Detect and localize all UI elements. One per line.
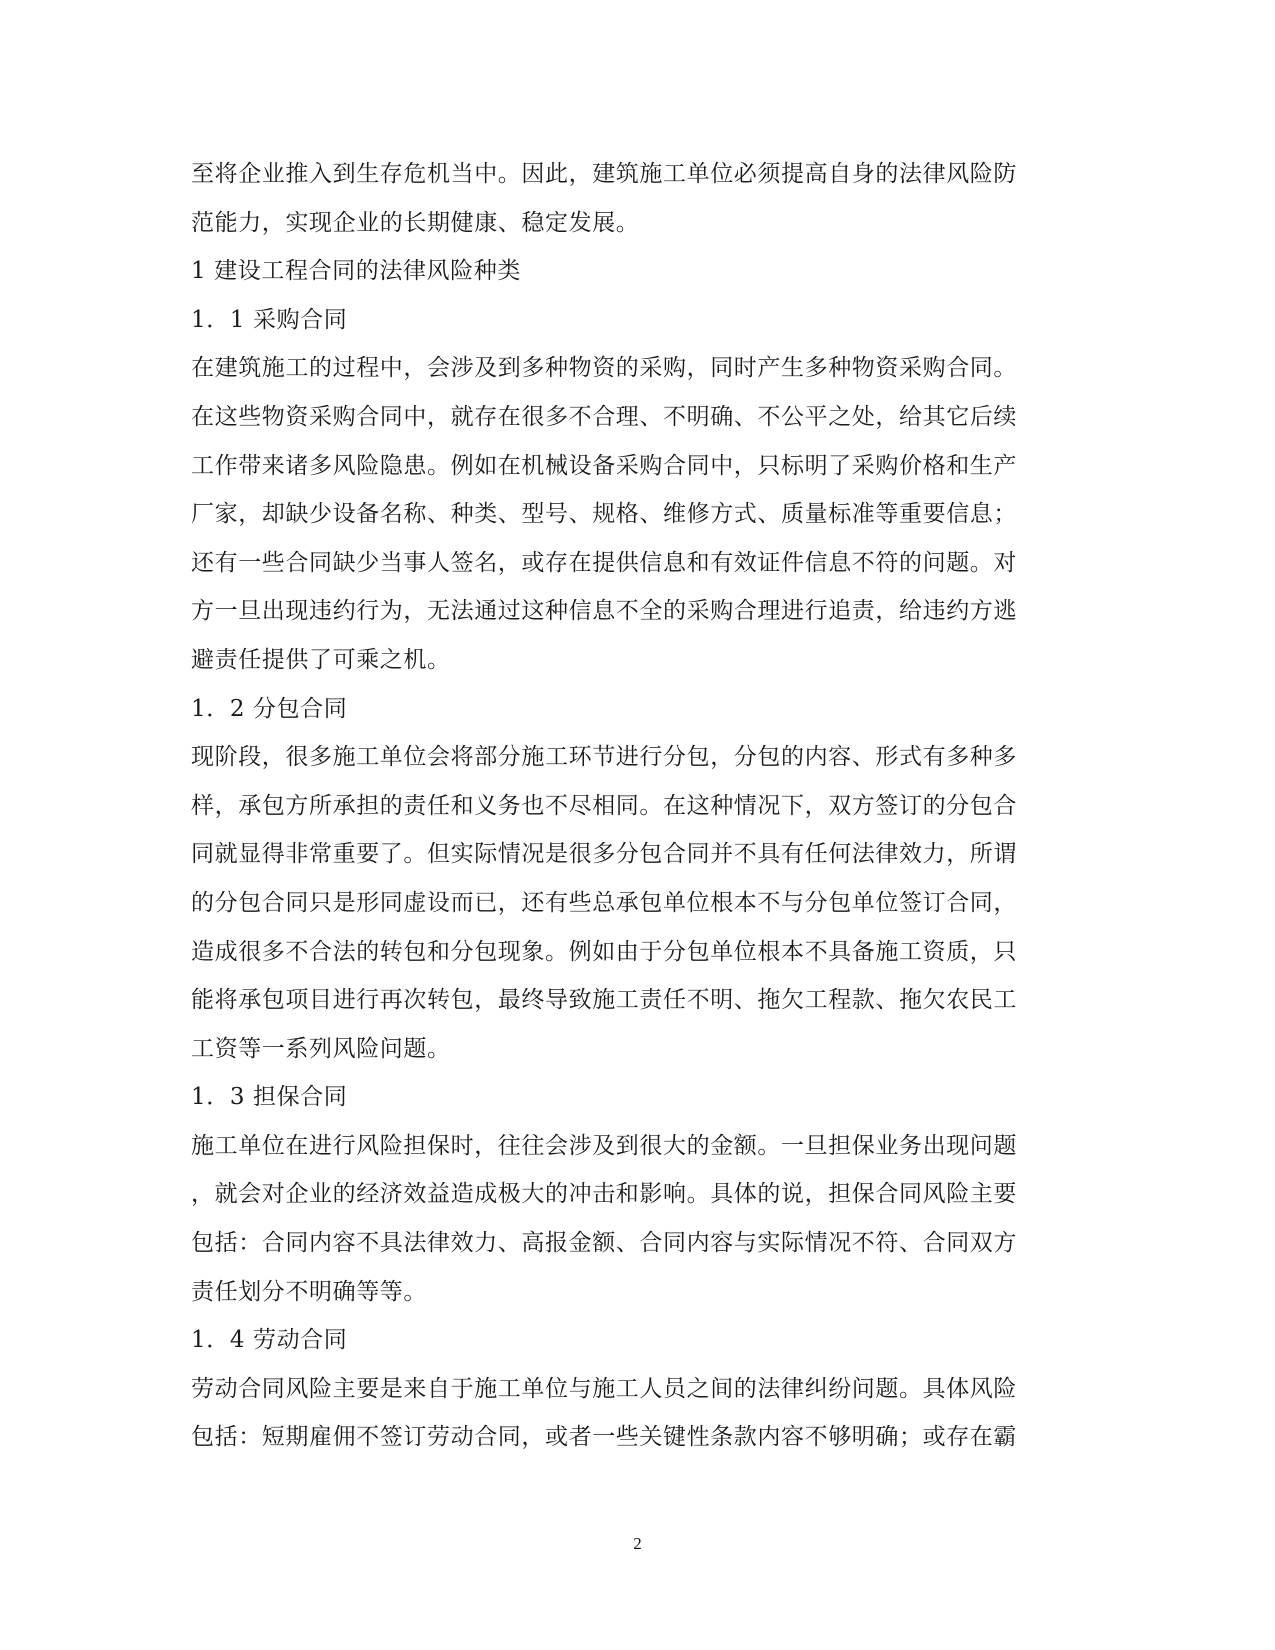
text-line: 能将承包项目进行再次转包，最终导致施工责任不明、拖欠工程款、拖欠农民工 bbox=[191, 987, 1017, 1014]
text-line: 同就显得非常重要了。但实际情况是很多分包合同并不具有任何法律效力，所谓 bbox=[191, 841, 1017, 868]
text-line: 在建筑施工的过程中，会涉及到多种物资的采购，同时产生多种物资采购合同。 bbox=[191, 355, 1017, 382]
text-line: ，就会对企业的经济效益造成极大的冲击和影响。具体的说，担保合同风险主要 bbox=[191, 1181, 1017, 1208]
text-line: 避责任提供了可乘之机。 bbox=[191, 646, 451, 673]
text-line: 包括：短期雇佣不签订劳动合同，或者一些关键性条款内容不够明确；或存在霸 bbox=[191, 1424, 1017, 1451]
text-line: 范能力，实现企业的长期健康、稳定发展。 bbox=[191, 209, 640, 236]
text-line: 工作带来诸多风险隐患。例如在机械设备采购合同中，只标明了采购价格和生产 bbox=[191, 452, 1017, 479]
section-heading: 1 建设工程合同的法律风险种类 bbox=[191, 258, 521, 285]
text-line: 的分包合同只是形同虚设而已，还有些总承包单位根本不与分包单位签订合同， bbox=[191, 889, 1017, 916]
text-line: 造成很多不合法的转包和分包现象。例如由于分包单位根本不具备施工资质，只 bbox=[191, 938, 1017, 965]
subsection-heading: 1．3 担保合同 bbox=[191, 1084, 348, 1111]
text-line: 在这些物资采购合同中，就存在很多不合理、不明确、不公平之处，给其它后续 bbox=[191, 403, 1017, 430]
text-line: 现阶段，很多施工单位会将部分施工环节进行分包，分包的内容、形式有多种多 bbox=[191, 744, 1017, 771]
text-line: 施工单位在进行风险担保时，往往会涉及到很大的金额。一旦担保业务出现问题 bbox=[191, 1132, 1017, 1159]
text-line: 责任划分不明确等等。 bbox=[191, 1278, 427, 1305]
page-number: 2 bbox=[633, 1534, 642, 1553]
subsection-heading: 1．1 采购合同 bbox=[191, 306, 348, 333]
subsection-heading: 1．4 劳动合同 bbox=[191, 1327, 348, 1354]
text-line: 样，承包方所承担的责任和义务也不尽相同。在这种情况下，双方签订的分包合 bbox=[191, 792, 1017, 819]
text-line: 包括：合同内容不具法律效力、高报金额、合同内容与实际情况不符、合同双方 bbox=[191, 1230, 1017, 1257]
text-line: 方一旦出现违约行为，无法通过这种信息不全的采购合理进行追责，给违约方逃 bbox=[191, 598, 1017, 625]
text-line: 厂家，却缺少设备名称、种类、型号、规格、维修方式、质量标准等重要信息； bbox=[191, 501, 1017, 528]
subsection-heading: 1．2 分包合同 bbox=[191, 695, 348, 722]
body-text bbox=[191, 150, 1071, 1462]
text-line: 劳动合同风险主要是来自于施工单位与施工人员之间的法律纠纷问题。具体风险 bbox=[191, 1375, 1017, 1402]
text-line: 工资等一系列风险问题。 bbox=[191, 1035, 451, 1062]
text-line: 至将企业推入到生存危机当中。因此，建筑施工单位必须提高自身的法律风险防 bbox=[191, 161, 1017, 187]
text-line: 还有一些合同缺少当事人签名，或存在提供信息和有效证件信息不符的问题。对 bbox=[191, 549, 1017, 576]
